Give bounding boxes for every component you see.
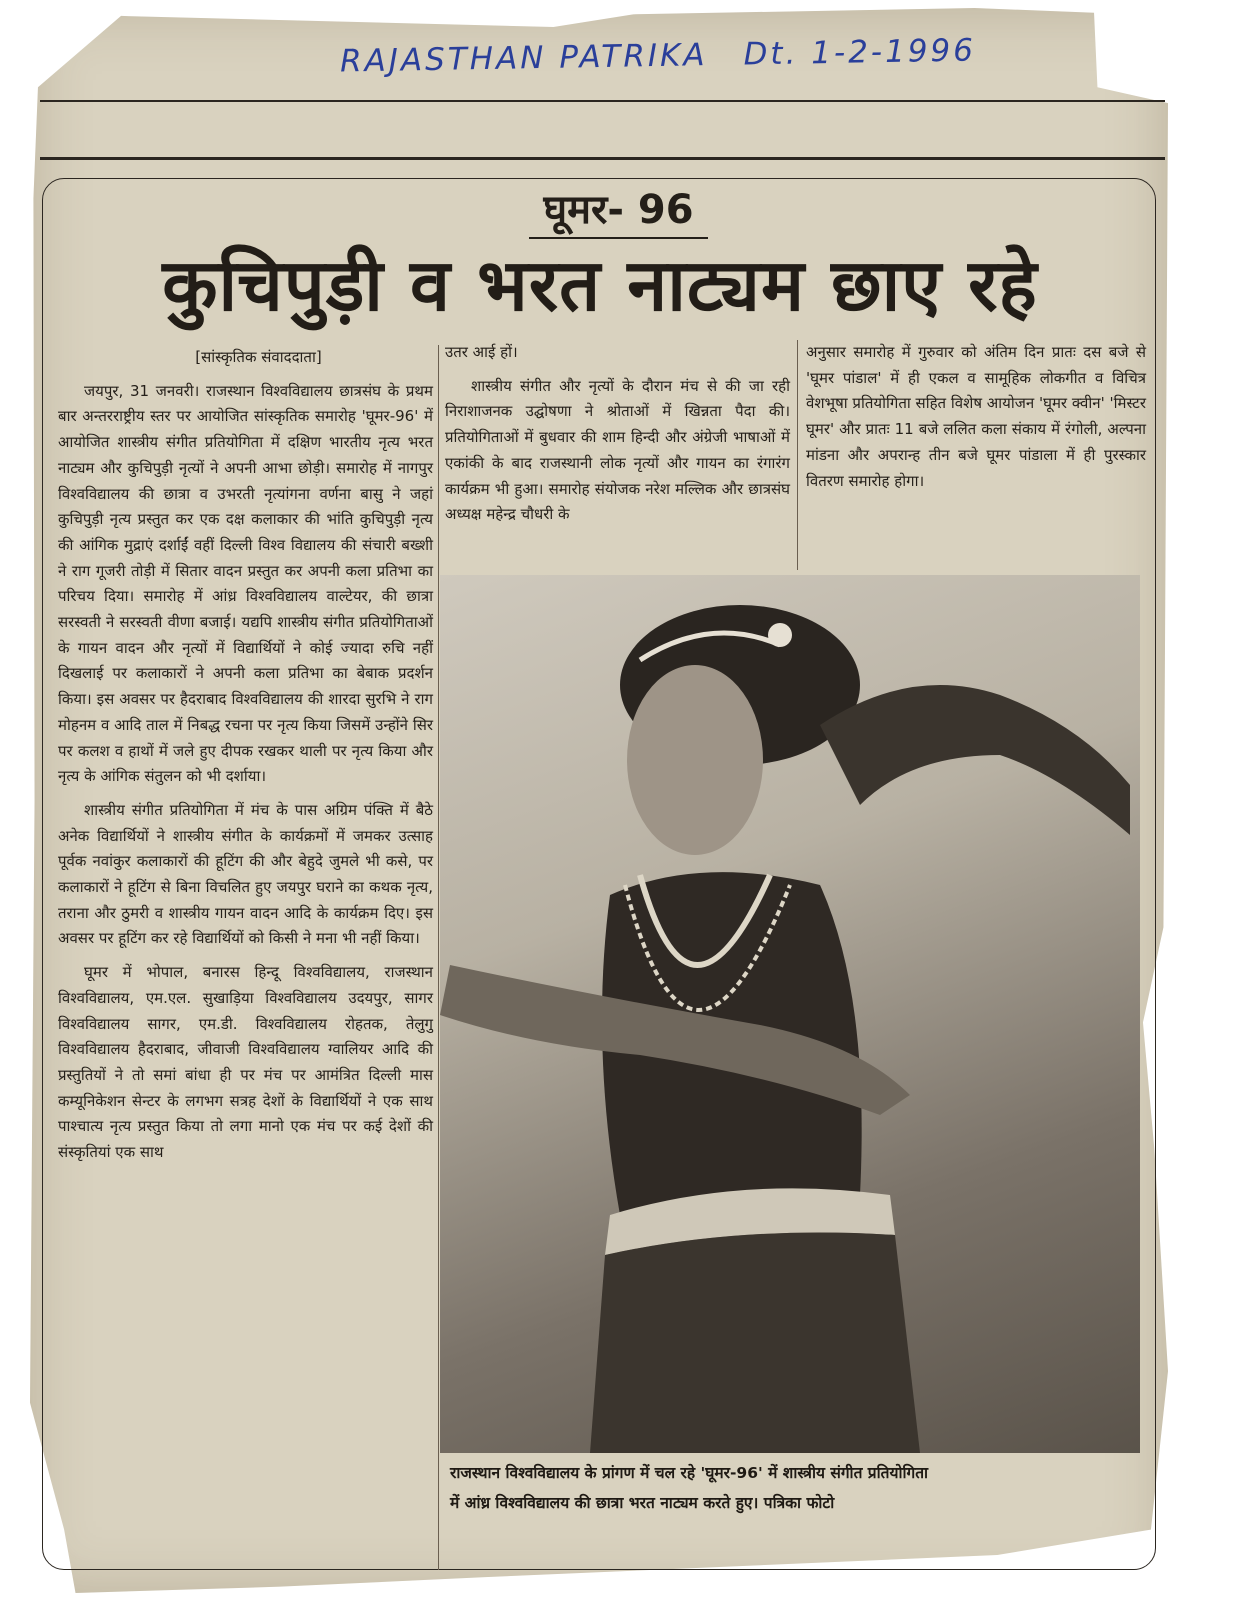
article-column-1 [58, 345, 433, 1174]
byline: [सांस्कृतिक संवाददाता] [195, 348, 322, 366]
paragraph: शास्त्रीय संगीत प्रतियोगिता में मंच के पास अग्रिम पंक्ति में बैठे अनेक विद्यार्थियों ने शास्त्रीय संगीत के कार्यक्रमों में जमकर उत्साह पूर्वक नवांकुर कलाकारों की हूटिंग की और बेहुदे जुमले भी कसे, पर कलाकारों ने हूटिंग से बिना विचलित हुए जयपुर घराने का कथक नृत्य, तराना और ठुमरी व शास्त्रीय गायन वादन आदि के कार्यक्रम दिए। इस अवसर पर हूटिंग कर रहे विद्यार्थियों को किसी ने मना भी नहीं किया। [58, 800, 433, 948]
masthead-rule-top [40, 100, 1165, 102]
newspaper-name: RAJASTHAN PATRIKA [339, 37, 708, 80]
paragraph: शास्त्रीय संगीत और नृत्यों के दौरान मंच से की जा रही निराशाजनक उद्घोषणा ने श्रोताओं में खिन्नता पैदा की। प्रतियोगिताओं में बुधवार की शाम हिन्दी और अंग्रेजी भाषाओं में एकांकी के बाद राजस्थानी लोक नृत्यों और गायन का रंगारंग कार्यक्रम भी हुआ। समारोह संयोजक नरेश मल्लिक और छात्रसंघ अध्यक्ष महेन्द्र चौधरी के [445, 376, 790, 524]
column-divider [797, 340, 798, 570]
clipping-date: Dt. 1-2-1996 [743, 32, 977, 73]
paragraph: उतर आई हों। [445, 343, 518, 361]
photo-caption [450, 1458, 1150, 1518]
paragraph: जयपुर, 31 जनवरी। राजस्थान विश्वविद्यालय छात्रसंघ के प्रथम बार अन्तरराष्ट्रीय स्तर पर आयोजित सांस्कृतिक समारोह 'घूमर-96' में आयोजित शास्त्रीय संगीत प्रतियोगिता में दक्षिण भारतीय नृत्य भरत नाट्यम और कुचिपुड़ी नृत्यों ने अपनी आभा छोड़ी। समारोह में नागपुर विश्वविद्यालय की छात्रा व उभरती नृत्यांगना वर्णना बासु ने जहां कुचिपुड़ी नृत्य प्रस्तुत कर एक दक्ष कलाकार की भांति कुचिपुड़ी नृत्य की आंगिक मुद्राएं दर्शाईं वहीं दिल्ली विश्व विद्यालय की संचारी बख्शी ने राग गूजरी तोड़ी में सितार वादन प्रस्तुत कर अपनी कला प्रतिभा का परिचय दिया। समारोह में आंध्र विश्वविद्यालय वाल्टेयर, की छात्रा सरस्वती ने सरस्वती वीणा बजाई। यद्यपि शास्त्रीय संगीत प्रतियोगिताओं के गायन वादन और नृत्यों में विद्यार्थियों ने कोई ज्यादा रुचि नहीं दिखलाई पर कलाकारों ने अपनी कला प्रतिभा का बेबाक प्रदर्शन किया। इस अवसर पर हैदराबाद विश्वविद्यालय की शारदा सुरभि ने राग मोहनम व आदि ताल में निबद्ध रचना पर नृत्य किया जिसमें उन्होंने सिर पर कलश व हाथों में जले हुए दीपक रखकर थाली पर नृत्य किया और नृत्य के आंगिक संतुलन को भी दर्शाया। [58, 381, 433, 786]
masthead-rule-bottom [40, 157, 1165, 160]
article-kicker: घूमर- 96 [0, 180, 1237, 239]
column-divider [438, 345, 439, 1570]
article-column-2 [445, 340, 790, 536]
article-column-3 [806, 340, 1146, 502]
paragraph: घूमर में भोपाल, बनारस हिन्दू विश्वविद्यालय, राजस्थान विश्वविद्यालय, एम.एल. सुखाड़िया विश्वविद्यालय उदयपुर, सागर विश्वविद्यालय सागर, एम.डी. विश्वविद्यालय रोहतक, तेलुगु विश्वविद्यालय हैदराबाद, जीवाजी विश्वविद्यालय ग्वालियर आदि की प्रस्तुतियों ने तो समां बांधा ही पर मंच पर आमंत्रित दिल्ली मास कम्यूनिकेशन सेन्टर के लगभग सत्रह देशों के विद्यार्थियों ने एक साथ पाश्चात्य नृत्य प्रस्तुत किया तो लगा मानो एक मंच पर कई देशों की संस्कृतियां एक साथ [58, 963, 433, 1162]
paragraph: अनुसार समारोह में गुरुवार को अंतिम दिन प्रातः दस बजे से 'घूमर पांडाल' में ही एकल व सामूहिक लोकगीत व विचित्र वेशभूषा प्रतियोगिता सहित विशेष आयोजन 'घूमर क्वीन' 'मिस्टर घूमर' और प्रातः 11 बजे ललित कला संकाय में रंगोली, अल्पना मांडना और अपरान्ह तीन बजे घूमर पांडाला में ही पुरस्कार वितरण समारोह होगा। [806, 343, 1146, 490]
caption-line: में आंध्र विश्वविद्यालय की छात्रा भरत नाट्यम करते हुए। पत्रिका फोटो [450, 1494, 835, 1512]
dancer-photo [440, 575, 1140, 1453]
caption-line: राजस्थान विश्वविद्यालय के प्रांगण में चल रहे 'घूमर-96' में शास्त्रीय संगीत प्रतियोगिता [450, 1464, 929, 1482]
article-headline: कुचिपुड़ी व भरत नाट्यम छाए रहे [162, 243, 1038, 327]
